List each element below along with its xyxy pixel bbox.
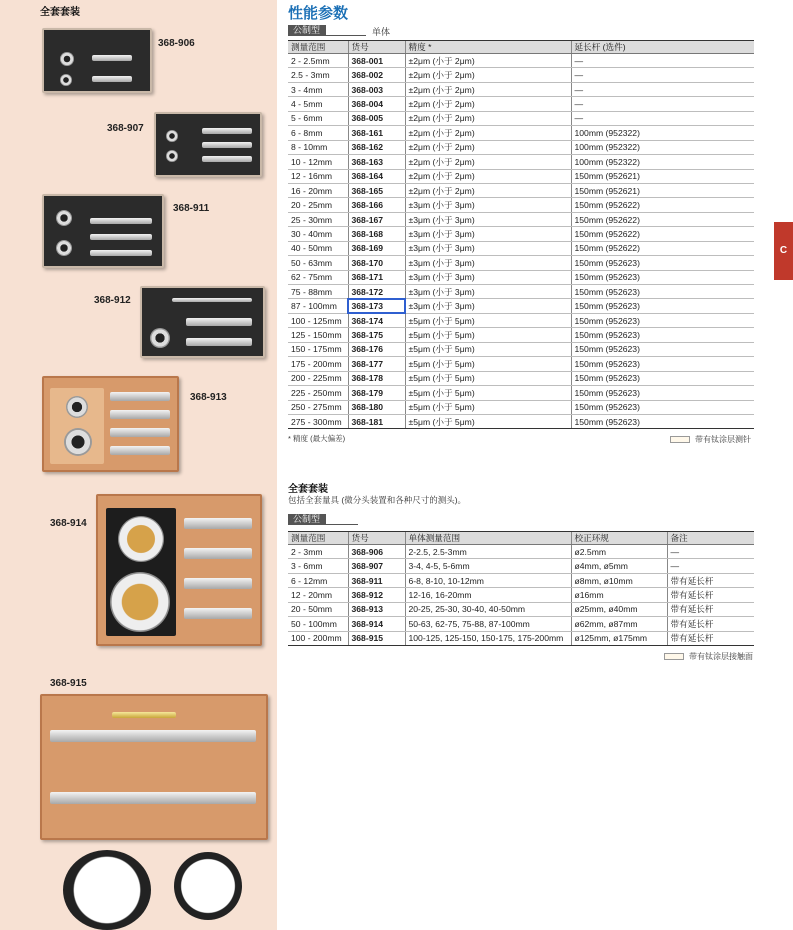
cell-range: 3 - 4mm: [288, 82, 348, 96]
legend-label: 带有钛涂层接触面: [689, 652, 753, 661]
setting-ring-image: [63, 850, 151, 930]
section-title: 性能参数: [288, 5, 349, 22]
cell-part: 368-165: [348, 183, 405, 197]
cell-accuracy: ±5μm (小于 5μm): [405, 357, 571, 371]
cell-part: 368-172: [348, 285, 405, 299]
kit-cell-single-range: 6-8, 8-10, 10-12mm: [405, 573, 571, 587]
cell-range: 6 - 8mm: [288, 126, 348, 140]
cell-part: 368-161: [348, 126, 405, 140]
cell-accuracy: ±2μm (小于 2μm): [405, 97, 571, 111]
kit-cell-note: 带有延长杆: [667, 631, 754, 645]
kit-image-368-912: [140, 286, 265, 358]
cell-accuracy: ±2μm (小于 2μm): [405, 126, 571, 140]
cell-extension: 100mm (952322): [571, 126, 754, 140]
cell-accuracy: ±3μm (小于 3μm): [405, 285, 571, 299]
legend-swatch: [664, 653, 684, 660]
cell-part: 368-181: [348, 414, 405, 428]
spec-row: [288, 212, 754, 226]
cell-extension: 150mm (952623): [571, 386, 754, 400]
cell-extension: 150mm (952623): [571, 328, 754, 342]
cell-extension: 150mm (952621): [571, 169, 754, 183]
cell-part: 368-170: [348, 256, 405, 270]
kit-cell-part: 368-913: [348, 602, 405, 616]
kit-metric-tag-bar: [288, 514, 358, 525]
cell-extension: 150mm (952622): [571, 198, 754, 212]
kit-cell-ring: ø125mm, ø175mm: [571, 631, 667, 645]
kit-header-ring: 校正环规: [571, 532, 667, 545]
cell-extension: 100mm (952322): [571, 140, 754, 154]
spec-row: [288, 241, 754, 255]
spec-row: [288, 256, 754, 270]
cell-extension: 150mm (952622): [571, 241, 754, 255]
cell-extension: 150mm (952623): [571, 414, 754, 428]
kit-cell-range: 100 - 200mm: [288, 631, 348, 645]
kit-cell-note: —: [667, 559, 754, 573]
spec-row: [288, 371, 754, 385]
cell-range: 20 - 25mm: [288, 198, 348, 212]
kit-row: [288, 573, 754, 587]
cell-extension: 150mm (952623): [571, 371, 754, 385]
header-range: 测量范围: [288, 41, 348, 54]
cell-part: 368-005: [348, 111, 405, 125]
spec-row: [288, 140, 754, 154]
cell-part: 368-174: [348, 313, 405, 327]
kit-image-368-906: [42, 28, 152, 93]
spec-row: [288, 183, 754, 197]
spec-row: [288, 126, 754, 140]
kit-cell-single-range: 20-25, 25-30, 30-40, 40-50mm: [405, 602, 571, 616]
kit-cell-part: 368-907: [348, 559, 405, 573]
cell-part: 368-168: [348, 227, 405, 241]
cell-range: 8 - 10mm: [288, 140, 348, 154]
kit-header-part: 货号: [348, 532, 405, 545]
cell-extension: —: [571, 97, 754, 111]
kit-label-368-915: 368-915: [50, 678, 87, 689]
spec-row: [288, 285, 754, 299]
kit-image-368-911: [42, 194, 164, 268]
cell-part-selected: 368-173: [348, 299, 405, 313]
cell-accuracy: ±2μm (小于 2μm): [405, 54, 571, 68]
cell-range: 2.5 - 3mm: [288, 68, 348, 82]
kit-image-368-915: [40, 694, 268, 840]
cell-range: 16 - 20mm: [288, 183, 348, 197]
cell-part: 368-171: [348, 270, 405, 284]
legend-label: 带有钛涂层测针: [695, 435, 751, 444]
kit-header-single-range: 单体测量范围: [405, 532, 571, 545]
cell-extension: 150mm (952623): [571, 342, 754, 356]
cell-extension: 150mm (952622): [571, 227, 754, 241]
kit-cell-part: 368-911: [348, 573, 405, 587]
spec-table: [288, 40, 754, 429]
setting-ring-image: [174, 852, 242, 920]
chapter-tab[interactable]: C: [774, 222, 793, 280]
kit-cell-note: 带有延长杆: [667, 617, 754, 631]
kit-cell-part: 368-914: [348, 617, 405, 631]
kit-cell-range: 3 - 6mm: [288, 559, 348, 573]
kit-cell-range: 20 - 50mm: [288, 602, 348, 616]
spec-row: [288, 82, 754, 96]
kit-cell-ring: ø16mm: [571, 588, 667, 602]
kit-cell-part: 368-915: [348, 631, 405, 645]
kit-table-header: [288, 532, 754, 545]
kit-row: [288, 545, 754, 559]
kit-cell-ring: ø25mm, ø40mm: [571, 602, 667, 616]
spec-row: [288, 313, 754, 327]
cell-extension: 150mm (952623): [571, 357, 754, 371]
kit-row: [288, 631, 754, 645]
kit-cell-single-range: 3-4, 4-5, 5-6mm: [405, 559, 571, 573]
cell-accuracy: ±2μm (小于 2μm): [405, 82, 571, 96]
cell-accuracy: ±2μm (小于 2μm): [405, 111, 571, 125]
metric-tag-extra: 单体: [372, 27, 391, 37]
cell-extension: 150mm (952623): [571, 299, 754, 313]
kit-row: [288, 602, 754, 616]
cell-accuracy: ±3μm (小于 3μm): [405, 212, 571, 226]
kit-cell-range: 50 - 100mm: [288, 617, 348, 631]
cell-accuracy: ±5μm (小于 5μm): [405, 400, 571, 414]
cell-extension: 150mm (952623): [571, 285, 754, 299]
header-accuracy: 精度 *: [405, 41, 571, 54]
kit-cell-part: 368-906: [348, 545, 405, 559]
kit-label-368-913: 368-913: [190, 392, 227, 403]
cell-range: 30 - 40mm: [288, 227, 348, 241]
cell-range: 225 - 250mm: [288, 386, 348, 400]
cell-part: 368-176: [348, 342, 405, 356]
cell-accuracy: ±3μm (小于 3μm): [405, 299, 571, 313]
cell-range: 275 - 300mm: [288, 414, 348, 428]
cell-extension: 150mm (952623): [571, 270, 754, 284]
cell-range: 4 - 5mm: [288, 97, 348, 111]
cell-part: 368-162: [348, 140, 405, 154]
kit-cell-note: 带有延长杆: [667, 573, 754, 587]
cell-range: 250 - 275mm: [288, 400, 348, 414]
cell-accuracy: ±3μm (小于 3μm): [405, 198, 571, 212]
legend-titanium-contact: [664, 651, 753, 662]
cell-range: 75 - 88mm: [288, 285, 348, 299]
cell-range: 40 - 50mm: [288, 241, 348, 255]
kit-label-368-912: 368-912: [94, 295, 131, 306]
kit-cell-range: 6 - 12mm: [288, 573, 348, 587]
kit-cell-range: 12 - 20mm: [288, 588, 348, 602]
spec-row: [288, 111, 754, 125]
kit-row: [288, 617, 754, 631]
spec-row: [288, 155, 754, 169]
kit-cell-ring: ø2.5mm: [571, 545, 667, 559]
cell-range: 12 - 16mm: [288, 169, 348, 183]
kit-label-368-914: 368-914: [50, 518, 87, 529]
kit-cell-ring: ø8mm, ø10mm: [571, 573, 667, 587]
metric-tag-bar: [288, 25, 366, 36]
kit-cell-note: 带有延长杆: [667, 588, 754, 602]
spec-row: [288, 414, 754, 428]
cell-part: 368-001: [348, 54, 405, 68]
cell-range: 10 - 12mm: [288, 155, 348, 169]
cell-part: 368-175: [348, 328, 405, 342]
cell-extension: 150mm (952623): [571, 313, 754, 327]
cell-accuracy: ±2μm (小于 2μm): [405, 68, 571, 82]
cell-accuracy: ±2μm (小于 2μm): [405, 140, 571, 154]
kit-cell-single-range: 12-16, 16-20mm: [405, 588, 571, 602]
cell-extension: 150mm (952623): [571, 256, 754, 270]
kit-image-368-907: [154, 112, 262, 177]
spec-row: [288, 328, 754, 342]
kit-cell-ring: ø4mm, ø5mm: [571, 559, 667, 573]
cell-accuracy: ±3μm (小于 3μm): [405, 227, 571, 241]
legend-swatch: [670, 436, 690, 443]
cell-range: 200 - 225mm: [288, 371, 348, 385]
cell-part: 368-169: [348, 241, 405, 255]
cell-part: 368-178: [348, 371, 405, 385]
cell-accuracy: ±5μm (小于 5μm): [405, 342, 571, 356]
spec-row: [288, 169, 754, 183]
spec-row: [288, 198, 754, 212]
left-panel-title: 全套套装: [40, 7, 80, 18]
kit-row: [288, 588, 754, 602]
cell-accuracy: ±3μm (小于 3μm): [405, 270, 571, 284]
cell-part: 368-164: [348, 169, 405, 183]
cell-part: 368-167: [348, 212, 405, 226]
kit-cell-note: 带有延长杆: [667, 602, 754, 616]
kit-image-368-914: [96, 494, 262, 646]
cell-extension: 100mm (952322): [571, 155, 754, 169]
cell-part: 368-166: [348, 198, 405, 212]
kit-label-368-911: 368-911: [173, 203, 210, 214]
cell-accuracy: ±2μm (小于 2μm): [405, 183, 571, 197]
spec-row: [288, 357, 754, 371]
kit-cell-single-range: 100-125, 125-150, 150-175, 175-200mm: [405, 631, 571, 645]
kit-section-description: 包括全套量具 (微分头装置和各种尺寸的测头)。: [288, 495, 467, 505]
cell-part: 368-003: [348, 82, 405, 96]
cell-extension: 150mm (952621): [571, 183, 754, 197]
kit-header-note: 备注: [667, 532, 754, 545]
cell-extension: 150mm (952623): [571, 400, 754, 414]
cell-accuracy: ±3μm (小于 3μm): [405, 256, 571, 270]
spec-row: [288, 270, 754, 284]
kit-cell-note: —: [667, 545, 754, 559]
cell-accuracy: ±5μm (小于 5μm): [405, 313, 571, 327]
spec-row: [288, 342, 754, 356]
product-image-panel: [0, 0, 277, 930]
cell-range: 62 - 75mm: [288, 270, 348, 284]
cell-range: 5 - 6mm: [288, 111, 348, 125]
cell-accuracy: ±3μm (小于 3μm): [405, 241, 571, 255]
legend-titanium-probe: [670, 434, 751, 445]
cell-part: 368-179: [348, 386, 405, 400]
kit-image-368-913: [42, 376, 179, 472]
metric-tag: 公制型: [288, 25, 326, 36]
kit-cell-ring: ø62mm, ø87mm: [571, 617, 667, 631]
cell-range: 50 - 63mm: [288, 256, 348, 270]
cell-part: 368-002: [348, 68, 405, 82]
cell-extension: —: [571, 68, 754, 82]
cell-accuracy: ±5μm (小于 5μm): [405, 328, 571, 342]
cell-part: 368-177: [348, 357, 405, 371]
spec-row: [288, 299, 754, 313]
spec-table-header: [288, 41, 754, 54]
cell-range: 2 - 2.5mm: [288, 54, 348, 68]
cell-extension: —: [571, 111, 754, 125]
kit-section-heading: 全套套装: [288, 484, 328, 495]
cell-extension: 150mm (952622): [571, 212, 754, 226]
accuracy-footnote: * 精度 (最大偏差): [288, 434, 346, 443]
cell-part: 368-180: [348, 400, 405, 414]
cell-accuracy: ±2μm (小于 2μm): [405, 169, 571, 183]
cell-range: 175 - 200mm: [288, 357, 348, 371]
spec-row: [288, 54, 754, 68]
kit-table: [288, 531, 754, 646]
header-extension: 延长杆 (选件): [571, 41, 754, 54]
cell-range: 125 - 150mm: [288, 328, 348, 342]
kit-cell-single-range: 50-63, 62-75, 75-88, 87-100mm: [405, 617, 571, 631]
kit-row: [288, 559, 754, 573]
cell-extension: —: [571, 54, 754, 68]
cell-accuracy: ±5μm (小于 5μm): [405, 386, 571, 400]
header-part: 货号: [348, 41, 405, 54]
cell-range: 87 - 100mm: [288, 299, 348, 313]
spec-row: [288, 68, 754, 82]
cell-part: 368-004: [348, 97, 405, 111]
cell-range: 150 - 175mm: [288, 342, 348, 356]
cell-accuracy: ±2μm (小于 2μm): [405, 155, 571, 169]
cell-extension: —: [571, 82, 754, 96]
kit-cell-range: 2 - 3mm: [288, 545, 348, 559]
cell-range: 100 - 125mm: [288, 313, 348, 327]
kit-header-range: 测量范围: [288, 532, 348, 545]
spec-row: [288, 400, 754, 414]
kit-label-368-907: 368-907: [107, 123, 144, 134]
kit-label-368-906: 368-906: [158, 38, 195, 49]
spec-row: [288, 97, 754, 111]
cell-part: 368-163: [348, 155, 405, 169]
kit-metric-tag: 公制型: [288, 514, 326, 525]
cell-range: 25 - 30mm: [288, 212, 348, 226]
spec-row: [288, 386, 754, 400]
kit-cell-part: 368-912: [348, 588, 405, 602]
cell-accuracy: ±5μm (小于 5μm): [405, 414, 571, 428]
spec-row: [288, 227, 754, 241]
kit-cell-single-range: 2-2.5, 2.5-3mm: [405, 545, 571, 559]
cell-accuracy: ±5μm (小于 5μm): [405, 371, 571, 385]
